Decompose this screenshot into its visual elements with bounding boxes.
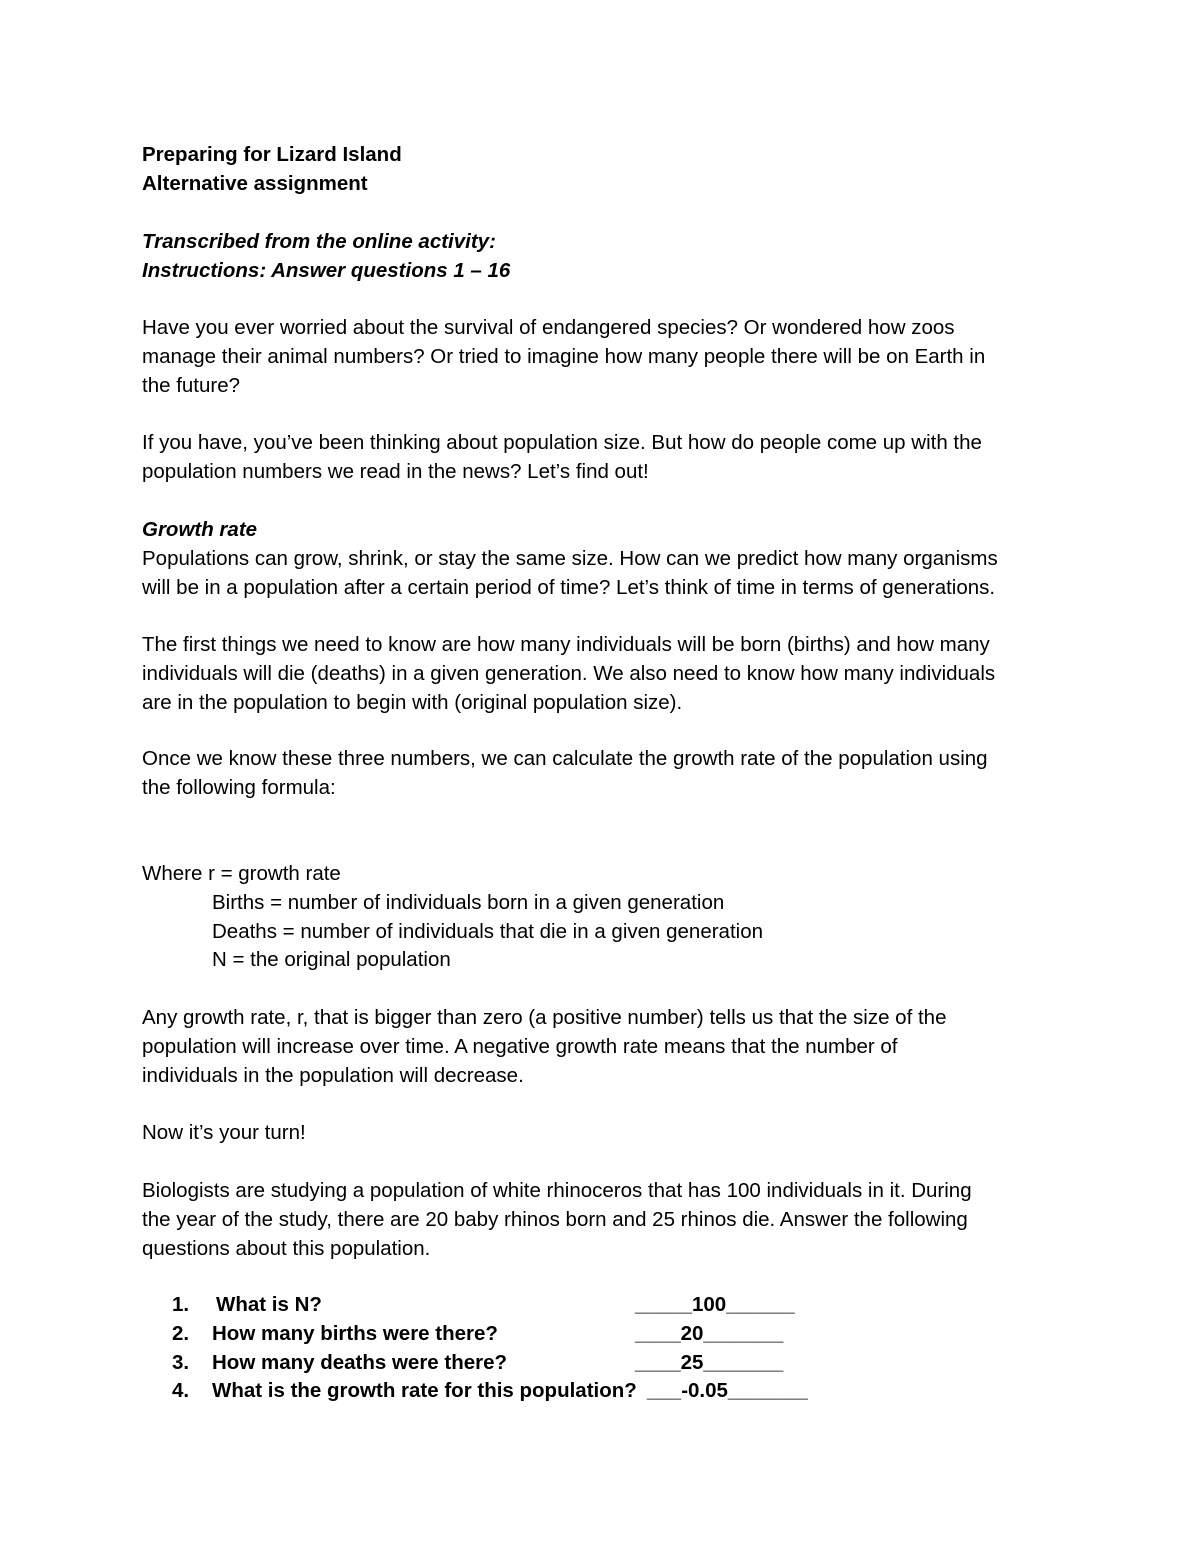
question-text: How many deaths were there? <box>212 1350 508 1374</box>
question-answer: _____100______ <box>635 1293 795 1316</box>
text-line: The first things we need to know are how many individuals will be born (births) and how many <box>142 633 990 656</box>
text-line: the year of the study, there are 20 baby rhinos born and 25 rhinos die. Answer the following <box>142 1207 968 1231</box>
first-things-paragraph <box>142 631 1082 717</box>
question-text: How many births were there? <box>212 1321 498 1345</box>
where-line: Where r = growth rate <box>142 862 341 885</box>
question-answer: ____25_______ <box>635 1350 784 1374</box>
document-subtitle: Alternative assignment <box>142 171 368 195</box>
text-line: Once we know these three numbers, we can calculate the growth rate of the population using <box>142 747 988 770</box>
intro-paragraph-2 <box>142 429 1082 487</box>
instructions-line: Instructions: Answer questions 1 – 16 <box>142 258 511 282</box>
growth-explanation-paragraph <box>142 1004 1082 1090</box>
definition-n: N = the original population <box>212 948 451 972</box>
text-line: Have you ever worried about the survival of endangered species? Or wondered how zoos <box>142 316 955 339</box>
question-number: 4. <box>172 1379 190 1403</box>
question-item <box>172 1349 872 1378</box>
question-answer: ___-0.05_______ <box>647 1379 808 1403</box>
question-number: 1. <box>172 1293 190 1316</box>
document-title: Preparing for Lizard Island <box>142 143 402 166</box>
biologists-paragraph <box>142 1177 1082 1263</box>
text-line: the following formula: <box>142 775 336 799</box>
definition-deaths: Deaths = number of individuals that die in a given generation <box>212 919 764 943</box>
question-item <box>172 1320 872 1349</box>
text-line: the future? <box>142 373 241 397</box>
definitions-block <box>142 860 1082 975</box>
formula-intro-paragraph <box>142 745 1082 803</box>
question-item <box>172 1291 872 1320</box>
intro-paragraph-1 <box>142 314 1082 400</box>
question-list <box>172 1291 872 1406</box>
text-line: Any growth rate, r, that is bigger than zero (a positive number) tells us that the size of the <box>142 1006 947 1029</box>
text-line: individuals in the population will decrease. <box>142 1063 524 1087</box>
question-number: 2. <box>172 1321 190 1345</box>
text-line: will be in a population after a certain period of time? Let’s think of time in terms of generations. <box>142 575 996 599</box>
question-text: What is the growth rate for this population? <box>212 1379 637 1403</box>
text-line: Populations can grow, shrink, or stay the same size. How can we predict how many organisms <box>142 546 998 570</box>
section-heading: Growth rate <box>142 518 258 541</box>
your-turn-block <box>142 1119 1082 1148</box>
question-text: What is N? <box>216 1293 322 1316</box>
growth-rate-section <box>142 516 1082 602</box>
text-line: population will increase over time. A negative growth rate means that the number of <box>142 1034 898 1058</box>
text-line: population numbers we read in the news? Let’s find out! <box>142 459 649 483</box>
your-turn-line: Now it’s your turn! <box>142 1121 306 1144</box>
question-item <box>172 1377 872 1406</box>
text-line: questions about this population. <box>142 1236 431 1260</box>
transcribed-note: Transcribed from the online activity: <box>142 230 496 253</box>
instructions-block <box>142 228 1082 286</box>
text-line: individuals will die (deaths) in a given generation. We also need to know how many individuals <box>142 661 996 685</box>
text-line: are in the population to begin with (original population size). <box>142 690 683 714</box>
definition-births: Births = number of individuals born in a given generation <box>212 890 725 914</box>
text-line: If you have, you’ve been thinking about population size. But how do people come up with the <box>142 431 982 454</box>
header-block <box>142 141 1082 199</box>
question-number: 3. <box>172 1350 190 1374</box>
text-line: Biologists are studying a population of white rhinoceros that has 100 individuals in it. During <box>142 1179 972 1202</box>
text-line: manage their animal numbers? Or tried to imagine how many people there will be on Earth in <box>142 344 986 368</box>
question-answer: ____20_______ <box>635 1321 784 1345</box>
